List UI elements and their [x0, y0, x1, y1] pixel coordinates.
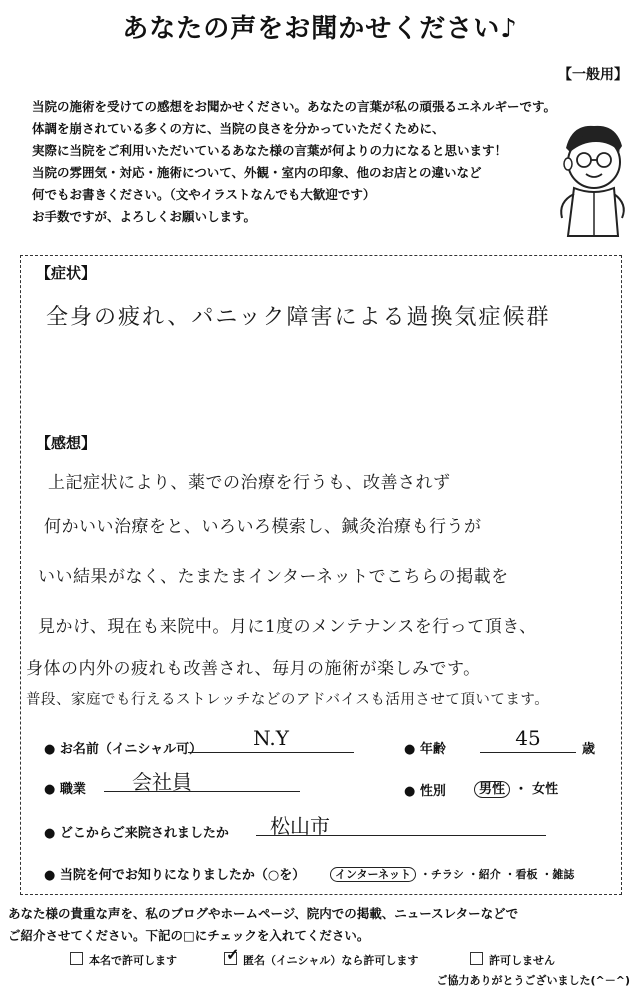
checkbox-icon[interactable]: [70, 952, 83, 965]
source-option-signboard[interactable]: ・看板: [504, 868, 538, 881]
mascot-illustration: [552, 118, 632, 248]
page-title: あなたの声をお聞かせください♪: [122, 14, 518, 44]
from-field[interactable]: 松山市: [256, 810, 546, 836]
consent-option-anonymous[interactable]: [224, 945, 419, 968]
checkbox-icon[interactable]: [470, 952, 483, 965]
consent-option-real-name[interactable]: [70, 952, 177, 968]
impressions-line: 身体の内外の疲れも改善され、毎月の施術が楽しみです。: [26, 659, 481, 679]
intro-line: 当院の雰囲気・対応・施術について、外観・室内の印象、他のお店との違いなど: [32, 165, 482, 180]
source-options: [330, 866, 574, 882]
from-label-text: どこからご来院されましたか: [59, 826, 229, 841]
age-unit: 歳: [582, 742, 596, 757]
thanks-text: ご協力ありがとうございました(^－^): [436, 974, 630, 987]
impressions-line: 普段、家庭でも行えるストレッチなどのアドバイスも活用させて頂いてます。: [26, 692, 550, 708]
source-option-flyer[interactable]: ・チラシ: [419, 868, 464, 881]
intro-line: 何でもお書きください。（文やイラストなんでも大歓迎です）: [32, 187, 376, 202]
footer-line-2: ご紹介させてください。下記の□にチェックを入れてください。: [8, 928, 370, 943]
source-option-internet[interactable]: インターネット: [330, 867, 416, 882]
job-label: ● 職業: [44, 782, 86, 797]
consent-option-deny[interactable]: [470, 952, 555, 968]
impressions-line: 見かけ、現在も来院中。月に1度のメンテナンスを行って頂き、: [38, 617, 537, 637]
consent-option-anonymous-label: 匿名（イニシャル）なら許可します: [243, 954, 419, 967]
age-label-text: 年齢: [419, 742, 446, 757]
impressions-body: [20, 462, 622, 722]
name-field[interactable]: N.Y: [188, 726, 354, 753]
checked-checkbox-icon[interactable]: [224, 945, 240, 965]
intro-text: [32, 96, 572, 228]
source-label-text: 当院を何でお知りになりましたか（○を）: [59, 868, 306, 883]
job-label-text: 職業: [59, 782, 86, 797]
source-label: ● 当院を何でお知りになりましたか（○を）: [44, 868, 306, 883]
gender-label-text: 性別: [419, 784, 446, 799]
intro-line: お手数ですが、よろしくお願いします。: [32, 209, 257, 224]
from-label: ● どこからご来院されましたか: [44, 826, 229, 841]
footer-line-1: あなた様の貴重な声を、私のブログやホームページ、院内での掲載、ニュースレターなどで: [8, 906, 519, 921]
intro-line: 当院の施術を受けての感想をお聞かせください。あなたの言葉が私の頑張るエネルギーです。: [32, 99, 557, 114]
gender-separator: ・: [514, 782, 528, 797]
general-use-badge: 【一般用】: [558, 67, 628, 83]
impressions-line: 上記症状により、薬での治療を行うも、改善されず: [48, 473, 451, 493]
source-option-referral[interactable]: ・紹介: [467, 868, 501, 881]
intro-line: 実際に当院をご利用いただいているあなた様の言葉が何よりの力になると思います！: [32, 143, 508, 158]
intro-line: 体調を崩されている多くの方に、当院の良さを分かっていただくために、: [32, 121, 445, 136]
consent-option-deny-label: 許可しません: [489, 954, 555, 967]
job-field[interactable]: 会社員: [104, 766, 300, 792]
source-option-magazine[interactable]: ・雑誌: [541, 868, 575, 881]
name-label-text: お名前（イニシャル可）: [59, 742, 203, 757]
gender-female-option[interactable]: 女性: [532, 782, 559, 797]
gender-male-option[interactable]: 男性: [474, 781, 510, 798]
age-field[interactable]: 45: [480, 726, 576, 753]
symptoms-heading: 【症状】: [36, 264, 97, 282]
age-label: ● 年齢: [404, 742, 446, 757]
impressions-line: 何かいい治療をと、いろいろ模索し、鍼灸治療も行うが: [44, 517, 482, 537]
consent-option-real-name-label: 本名で許可します: [89, 954, 177, 967]
impressions-line: いい結果がなく、たまたまインターネットでこちらの掲載を: [38, 567, 509, 587]
symptoms-text: 全身の疲れ、パニック障害による過換気症候群: [46, 305, 551, 330]
checkmark-icon: ✓: [226, 945, 240, 964]
gender-label: ● 性別: [404, 784, 446, 799]
impressions-heading: 【感想】: [36, 434, 97, 452]
name-label: ● お名前（イニシャル可）: [44, 742, 203, 757]
gender-options: [474, 778, 558, 797]
